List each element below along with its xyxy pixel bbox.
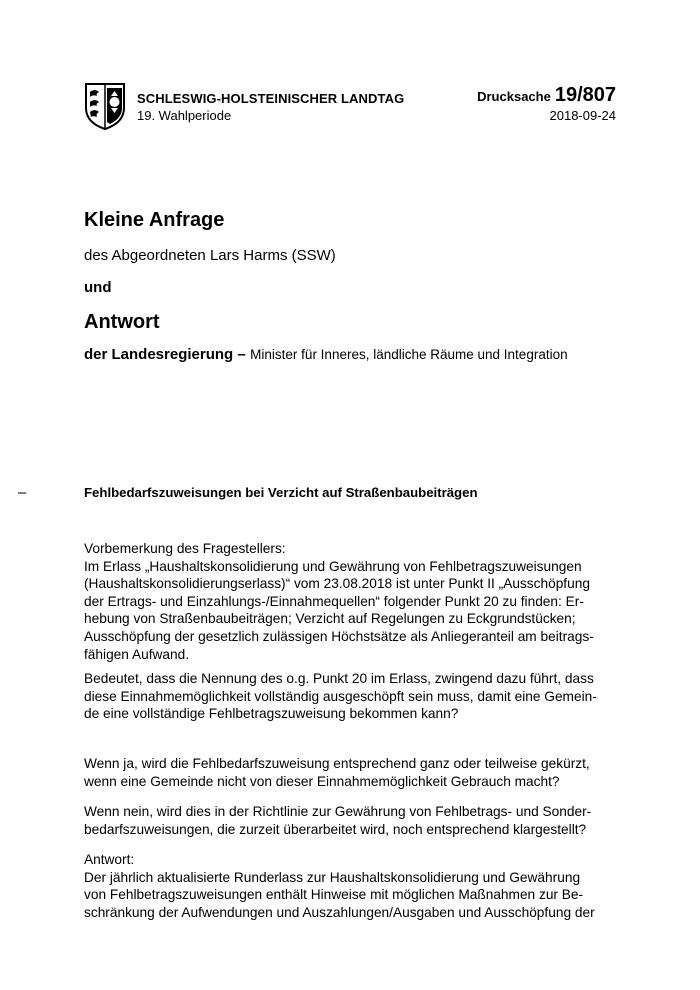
ministry-name: Minister für Inneres, ländliche Räume und Integration xyxy=(250,347,568,362)
document-label: Drucksache xyxy=(477,89,551,104)
question-1 xyxy=(84,670,620,723)
text-line: hebung von Straßenbaubeiträgen; Verzicht auf Regelungen zu Eckgrundstücken; xyxy=(84,611,576,627)
document-date: 2018-09-24 xyxy=(549,108,616,123)
text-line: Ausschöpfung der gesetzlich zulässigen Höchstsätze als Anliegeranteil am beitrags- xyxy=(84,628,594,644)
coat-of-arms-icon xyxy=(84,82,126,130)
government-line xyxy=(84,346,568,364)
text-line: von Fehlbetragszuweisungen enthält Hinweise mit möglichen Maßnahmen zur Be- xyxy=(84,887,584,903)
author-line: des Abgeordneten Lars Harms (SSW) xyxy=(84,247,336,264)
document-number: 19/807 xyxy=(554,84,616,106)
text-line: Der jährlich aktualisierte Runderlass zur Haushaltskonsolidierung und Gewährung xyxy=(84,869,581,885)
question-2 xyxy=(84,755,620,790)
answer xyxy=(84,851,620,921)
government-label: der Landesregierung – xyxy=(84,346,246,363)
text-line: Bedeutet, dass die Nennung des o.g. Punkt 20 im Erlass, zwingend dazu führt, dass xyxy=(84,671,594,686)
institution-name: SCHLESWIG-HOLSTEINISCHER LANDTAG xyxy=(137,91,405,106)
text-line: bedarfszuweisungen, die zurzeit überarbeitet wird, noch entsprechend klargestellt? xyxy=(84,821,587,837)
document-reference xyxy=(477,84,616,107)
conjunction-und: und xyxy=(84,279,112,296)
text-line: Wenn nein, wird dies in der Richtlinie zur Gewährung von Fehlbetrags- und Sonder- xyxy=(84,804,592,819)
text-line: Im Erlass „Haushaltskonsolidierung und Gewährung von Fehlbetragszuweisungen xyxy=(84,558,582,574)
text-line: der Ertrags- und Einzahlungs-/Einnahmequellen“ folgender Punkt 20 zu finden: Er- xyxy=(84,593,584,609)
preliminary-remark xyxy=(84,540,620,663)
question-3 xyxy=(84,803,620,838)
legislative-period: 19. Wahlperiode xyxy=(137,108,232,123)
text-line: schränkung der Aufwendungen und Auszahlungen/Ausgaben und Ausschöpfung der xyxy=(84,904,595,920)
heading-antwort: Antwort xyxy=(84,311,160,333)
text-line: fähigen Aufwand. xyxy=(84,646,190,662)
margin-dash: – xyxy=(18,484,27,501)
text-line: wenn eine Gemeinde nicht von dieser Einnahmemöglichkeit Gebrauch macht? xyxy=(84,773,560,789)
text-line: Antwort: xyxy=(84,852,135,867)
subject-line: Fehlbedarfszuweisungen bei Verzicht auf Straßenbaubeiträgen xyxy=(84,485,478,500)
heading-kleine-anfrage: Kleine Anfrage xyxy=(84,209,225,231)
text-line: diese Einnahmemöglichkeit vollständig ausgeschöpft sein muss, damit eine Gemein- xyxy=(84,688,597,704)
text-line: (Haushaltskonsolidierungserlass)“ vom 23.08.2018 ist unter Punkt II „Ausschöpfung xyxy=(84,576,590,592)
text-line: de eine vollständige Fehlbetragszuweisung bekommen kann? xyxy=(84,706,459,722)
text-line: Vorbemerkung des Fragestellers: xyxy=(84,541,286,556)
text-line: Wenn ja, wird die Fehlbedarfszuweisung entsprechend ganz oder teilweise gekürzt, xyxy=(84,756,590,771)
